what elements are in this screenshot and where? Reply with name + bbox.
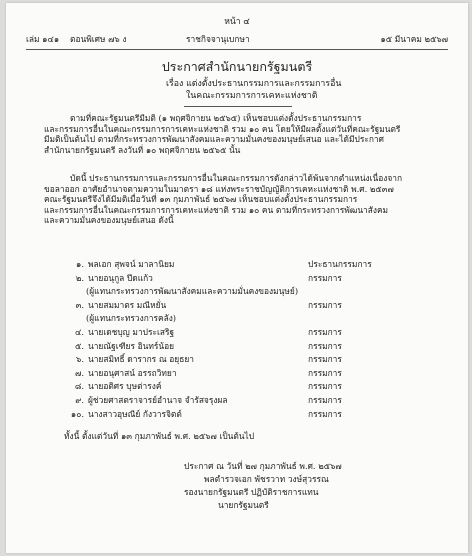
appointee-number: ๘. — [74, 381, 84, 392]
appointee-row — [64, 273, 448, 287]
appointee-name: นายอนุกูล ปีดแก้ว — [88, 272, 153, 283]
header-gazette-name: ราชกิจจานุเบกษา — [186, 34, 250, 44]
appointee-row — [64, 354, 448, 368]
appointee-row — [64, 368, 448, 382]
appointee-row — [64, 341, 448, 355]
affiliation-text: (ผู้แทนกระทรวงการคลัง) — [86, 313, 177, 324]
appointee-role: กรรมการ — [308, 326, 342, 337]
paragraph-line: มีมติเป็นต้นไป ตามที่กระทรวงการพัฒนาสังคมและความมั่นคงของมนุษย์เสนอ และได้มีประกาศ — [44, 134, 384, 144]
announcement-subject-continued: ในคณะกรรมการการเคหะแห่งชาติ — [186, 91, 318, 101]
signatory-position-prime-minister: นายกรัฐมนตรี — [218, 500, 269, 510]
appointee-row — [64, 327, 448, 341]
paragraph-line: ขอลาออก อาศัยอำนาจตามความในมาตรา ๑๘ แห่งพระราชบัญญัติการเคหะแห่งชาติ พ.ศ. ๒๕๓๗ — [44, 183, 394, 194]
appointee-list — [64, 259, 448, 422]
paragraph-line: และกรรมการอื่นในคณะกรรมการการเคหะแห่งชาติ รวม ๑๐ คน ตามที่กระทรวงการพัฒนาสังคม — [44, 204, 389, 215]
appointee-affiliation — [64, 313, 448, 327]
paragraph-background — [44, 113, 436, 155]
appointee-name: นายอติศร บุษต่ารงค์ — [88, 381, 162, 392]
appointee-role: กรรมการ — [308, 394, 342, 405]
appointee-number: ๔. — [74, 326, 84, 337]
page-number: หน้า ๔ — [224, 17, 250, 27]
appointee-role: กรรมการ — [308, 272, 342, 283]
appointee-number: ๒. — [75, 272, 84, 283]
header-divider — [26, 49, 448, 50]
paragraph-line: บัดนี้ ประธานกรรมการและกรรมการอื่นในคณะกรรมการดังกล่าวได้พ้นจากตำแหน่งเนื่องจาก — [70, 173, 403, 183]
announcement-subject: เรื่อง แต่งตั้งประธานกรรมการและกรรมการอื่น — [166, 79, 342, 89]
appointee-role: กรรมการ — [308, 340, 342, 351]
appointee-role: กรรมการ — [308, 299, 342, 310]
appointee-name: นายณัฐเฑียร อินทร์น้อย — [88, 340, 175, 351]
appointee-number: ๖. — [76, 354, 84, 365]
header-volume: เล่ม ๑๔๑ — [26, 34, 60, 44]
paragraph-line: และกรรมการอื่นในคณะกรรมการการเคหะแห่งชาติ รวม ๑๐ คน โดยให้มีผลตั้งแต่วันที่คณะรัฐมนตรี — [44, 123, 401, 134]
appointee-role: กรรมการ — [308, 381, 342, 392]
appointee-name: ผู้ช่วยศาสตราจารย์อำนาจ จำรัสจรุงผล — [88, 394, 228, 405]
paragraph-line: และความมั่นคงของมนุษย์เสนอ ดังนี้ — [44, 215, 174, 225]
issue-date: ประกาศ ณ วันที่ ๒๗ กุมภาพันธ์ พ.ศ. ๒๕๖๗ — [184, 461, 342, 471]
gazette-header — [26, 34, 448, 46]
appointee-number: ๕. — [74, 340, 84, 351]
announcement-title: ประกาศสำนักนายกรัฐมนตรี — [161, 59, 313, 74]
appointee-name: นายสมมาตร มณีหยั่น — [88, 299, 167, 310]
appointee-role: ประธานกรรมการ — [308, 259, 372, 269]
appointee-row — [64, 395, 448, 409]
signatory-name: พลตำรวจเอก พัชรวาท วงษ์สุวรรณ — [204, 474, 329, 484]
appointee-name: นายเดชบุญ มาประเสริฐ — [88, 326, 175, 337]
affiliation-text: (ผู้แทนกระทรวงการพัฒนาสังคมและความมั่นคงของมนุษย์) — [86, 286, 299, 297]
effective-date-statement: ทั้งนี้ ตั้งแต่วันที่ ๑๓ กุมภาพันธ์ พ.ศ. ๒๕๖๗ เป็นต้นไป — [64, 431, 255, 441]
gazette-page — [6, 3, 468, 553]
paragraph-line: คณะรัฐมนตรีจึงได้มีมติเมื่อวันที่ ๑๓ กุมภาพันธ์ ๒๕๖๗ เห็นชอบแต่งตั้งประธานกรรมการ — [44, 194, 358, 204]
appointee-affiliation — [64, 286, 448, 300]
appointee-name: นายอนุศาสน์ อรรถวิทยา — [88, 367, 177, 378]
appointee-row — [64, 259, 448, 273]
title-divider — [184, 106, 292, 107]
signatory-position: รองนายกรัฐมนตรี ปฏิบัติราชการแทน — [184, 487, 319, 497]
appointee-number: ๑. — [76, 259, 84, 269]
appointee-name: นายสมิทธิ์ ดารากร ณ อยุธยา — [88, 354, 194, 365]
appointee-row — [64, 381, 448, 395]
appointee-number: ๓. — [75, 299, 84, 310]
appointee-number: ๗. — [75, 367, 84, 378]
appointee-role: กรรมการ — [308, 408, 342, 419]
paragraph-resolution — [44, 173, 436, 226]
appointee-role: กรรมการ — [308, 367, 342, 378]
paragraph-line: ตามที่คณะรัฐมนตรีมีมติ (๑ พฤศจิกายน ๒๕๖๕) เห็นชอบแต่งตั้งประธานกรรมการ — [70, 113, 362, 123]
appointee-number: ๙. — [75, 394, 84, 405]
appointee-row — [64, 300, 448, 314]
appointee-role: กรรมการ — [308, 354, 342, 365]
paragraph-line: สำนักนายกรัฐมนตรี ลงวันที่ ๑๐ พฤศจิกายน ๒๕๖๕ นั้น — [44, 144, 241, 155]
header-date: ๑๕ มีนาคม ๒๕๖๗ — [380, 34, 448, 44]
header-section: ตอนพิเศษ ๗๖ ง — [70, 34, 127, 44]
appointee-row — [64, 409, 448, 423]
appointee-name: พลเอก สุพจน์ มาลานิยม — [88, 259, 175, 269]
appointee-name: นางสาวอุษณีย์ กังวารจิตต์ — [88, 408, 182, 419]
appointee-number: ๑๐. — [70, 408, 84, 419]
